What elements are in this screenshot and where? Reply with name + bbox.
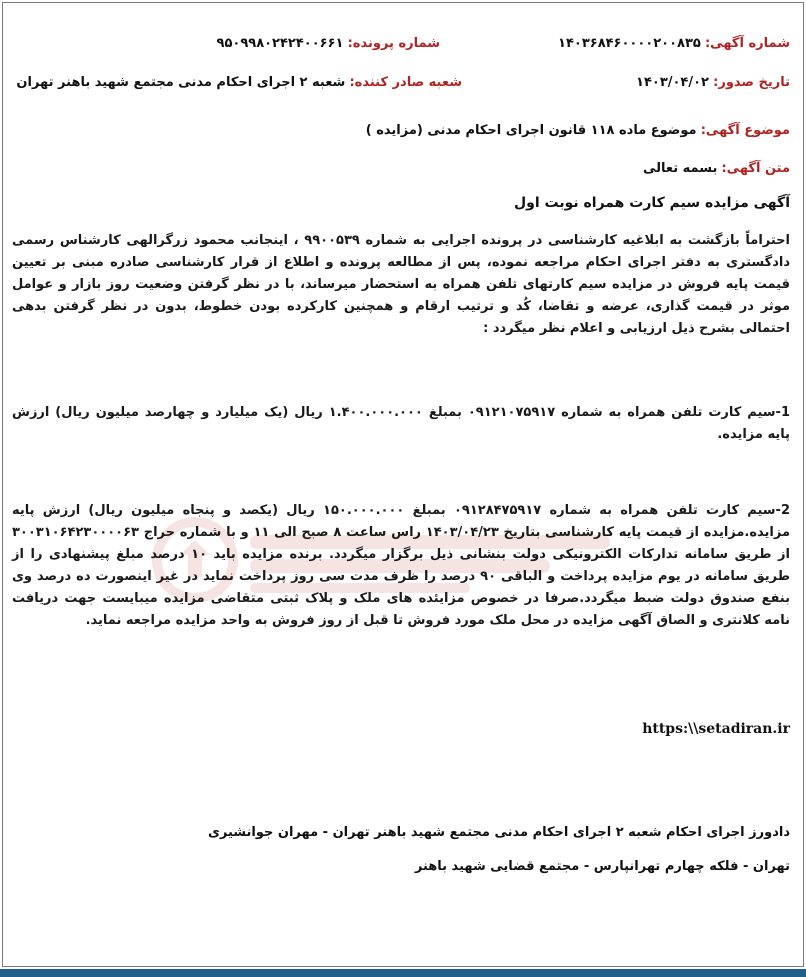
subject: [366, 122, 790, 140]
subject-label: موضوع آگهی:: [700, 123, 790, 138]
issuer-label: شعبه صادر کننده:: [349, 75, 462, 90]
page-frame: [2, 2, 804, 967]
body-text: [643, 160, 790, 178]
notice-title-text: آگهی مزایده سیم کارت همراه نوبت اول: [514, 195, 790, 211]
item-1-paragraph: 1-سیم کارت تلفن همراه به شماره ۰۹۱۲۱۰۷۵۹۱۷ بمبلغ ۱.۴۰۰.۰۰۰.۰۰۰ ریال (یک میلیارد و چهارصد میلیون ریال) ارزش پایه مزایده.: [12, 405, 790, 442]
issuer: [16, 74, 462, 92]
issue-date: [636, 74, 790, 92]
body-text-value: بسمه تعالی: [642, 161, 718, 176]
issue-date-value: ۱۴۰۳/۰۴/۰۲: [636, 75, 709, 90]
ad-number: [558, 35, 790, 53]
case-number-value: ۹۵۰۹۹۸۰۲۴۲۴۰۰۶۶۱: [216, 36, 344, 51]
notice-title: [514, 194, 790, 212]
intro-paragraph: احتراماً بازگشت به ابلاغیه کارشناسی در پرونده اجرایی به شماره ۹۹۰۰۵۳۹ ، اینجانب محمود زرگرالهی کارشناس رسمی دادگستری به دفتر اجرای احکام مراجعه نموده، پس از مطالعه پرونده و اطلاع از قرار کارشناسی صادره مبنی بر تعیین قیمت پایه فروش در مزایده سیم کارتهای تلفن همراه به استحضار میرساند، با در نظر گرفتن وضعیت روز بازار و عوامل موثر در قیمت گذاری، عرضه و تقاضا، کُد و ترتیب ارقام و همچنین کارکرده بودن خطوط، بدون در نظر گرفتن بدهی احتمالی بشرح ذیل ارزیابی و اعلام نظر میگردد :: [12, 233, 791, 336]
ad-number-value: ۱۴۰۳۶۸۴۶۰۰۰۰۲۰۰۸۳۵: [558, 36, 701, 51]
subject-value: موضوع ماده ۱۱۸ قانون اجرای احکام مدنی (مزایده ): [365, 123, 697, 138]
item-2-paragraph: 2-سیم کارت تلفن همراه به شماره ۰۹۱۲۸۴۷۵۹۱۷ بمبلغ ۱۵۰.۰۰۰.۰۰۰ ریال (یکصد و پنجاه میلیون ریال) ارزش پایه مزایده.مزایده از قیمت پایه کارشناسی بتاریخ ۱۴۰۳/۰۴/۲۳ راس ساعت ۸ صبح الی ۱۱ و با شماره حراج ۳۰۰۳۱۰۶۴۲۳۰۰۰۰۶۳ از طریق سامانه تدارکات الکترونیکی دولت بنشانی ذیل برگزار میگردد. برنده مزایده باید ۱۰ درصد مبلغ پیشنهادی را از طریق سامانه در یوم مزایده پرداخت و الباقی ۹۰ درصد را ظرف مدت سی روز پرداخت نماید در غیر اینصورت ده درصد وی بنفع صندوق دولت ضبط میگردد.صرفا در خصوص مزایئده های ملک و پلاک ثبتی متقاضی مزایده میبایست جهت دریافت نامه کلانتری و الصاق آگهی مزایده در محل ملک مورد فروش تا قبل از روز فروش به واحد مزایده مراجعه نماید.: [12, 503, 791, 628]
ad-number-label: شماره آگهی:: [704, 36, 790, 51]
issue-date-label: تاریخ صدور:: [713, 75, 790, 90]
issuer-value: شعبه ۲ اجرای احکام مدنی مجتمع شهید باهنر تهران: [16, 75, 346, 90]
case-number-label: شماره پرونده:: [347, 36, 440, 51]
bottom-bar: [0, 969, 806, 977]
signature-line-2: تهران - فلکه چهارم تهرانپارس - مجتمع قضایی شهید باهنر: [414, 859, 790, 874]
signature-line-1: دادورز اجرای احکام شعبه ۲ اجرای احکام مدنی مجتمع شهید باهنر تهران - مهران جوانشیری: [207, 825, 790, 840]
setadiran-link[interactable]: https:\\setadiran.ir: [642, 721, 790, 737]
case-number: [217, 35, 440, 53]
body-text-label: متن آگهی:: [721, 161, 790, 176]
